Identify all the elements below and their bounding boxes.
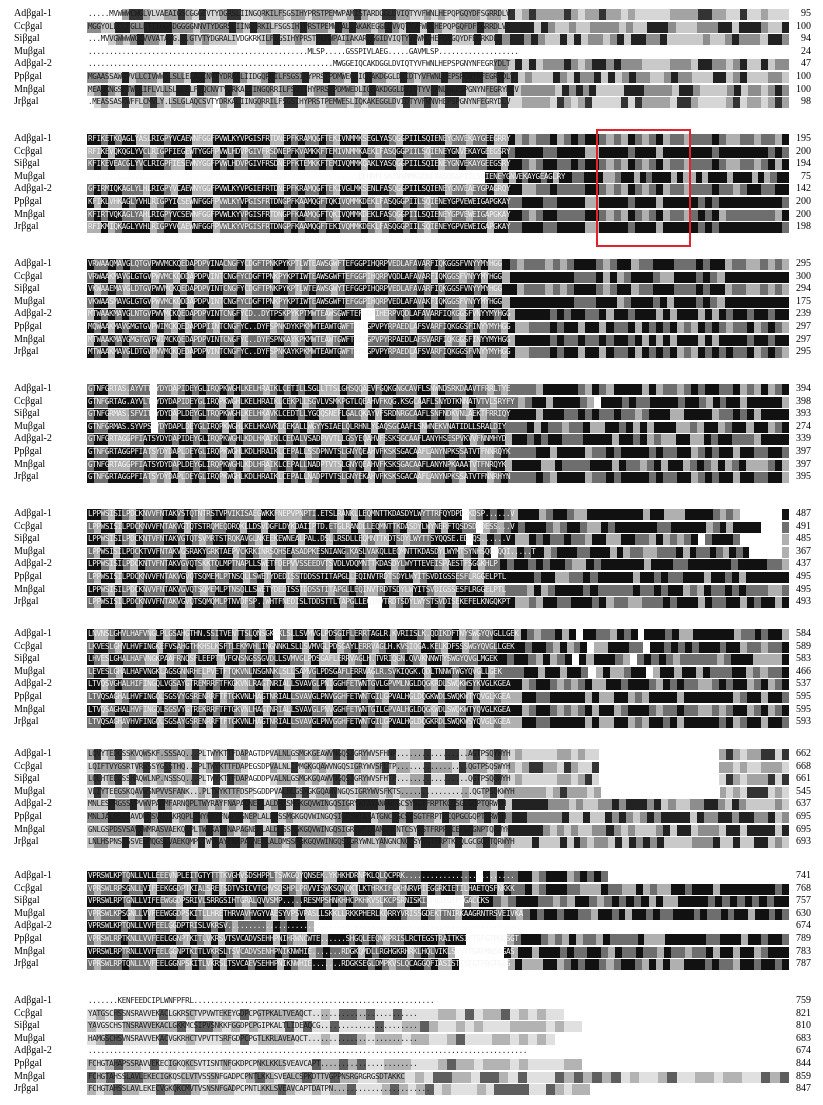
alignment-row	[0, 471, 823, 483]
sequence-residues: VKWAAEMAVGLDTGVPWVMCKQEDAPDPVINTCNGFYCDGFTPNKPYKPTLWTEAWSGWYTEFGGPIHQRPVEDLAFAVARFIQKGGSFVNYYMYHGG	[88, 284, 502, 294]
sequence-name: Mnβgal	[14, 945, 46, 957]
alignment-row	[0, 571, 823, 583]
sequence-name: Siβgal	[14, 158, 40, 170]
residue-count: 584	[796, 628, 811, 639]
residue-count: 395	[796, 471, 811, 483]
residue-count: 100	[796, 20, 811, 32]
alignment-row	[0, 158, 823, 170]
residue-count: 95	[801, 8, 811, 19]
sequence-residues: MNLJALHSISAVDWMSVNVAKRQPLTWYKAYFNAPAGNEPLALDMSSMGKGQVWINGQSIGRYWTAYATGNCNGCSYSGTFRPTKCQPGCGQPTQRWYH	[88, 812, 506, 821]
sequence-residues: .......KENFEEDCIPLWNFPFRL.........................................................	[88, 996, 435, 1005]
residue-count: 394	[796, 383, 811, 394]
residue-count: 195	[796, 133, 811, 144]
sequence-name: Ppβgal	[14, 933, 42, 944]
sequence-residues: LTVQSAGHALHVFINGQLSGSVYGTREKRRFTFTGKVNLHAGTNRIALLSVAVGLPNVGGHFETWNTGILGPVALHGLDQGKWDLSWQKWTYQVGLKGEA	[88, 704, 511, 714]
residue-count: 683	[796, 1032, 811, 1044]
residue-count: 844	[796, 1058, 811, 1069]
sequence-name: Ccβgal	[14, 640, 43, 652]
residue-count: 695	[796, 811, 811, 822]
residue-count: 297	[796, 321, 811, 332]
residue-count: 589	[796, 640, 811, 652]
alignment-row	[0, 716, 823, 728]
residue-count: 693	[796, 836, 811, 848]
residue-count: 487	[796, 508, 811, 519]
residue-count: 24	[801, 45, 811, 57]
residue-count: 100	[796, 71, 811, 82]
sequence-residues: VRWAAQMAVGLQTGVPWVMCKQEDAPDPVINACNGFYCDGFTPNKPYKPTLWTEAWSGWFTEFGGPIHQRPVEDLAFAVARFIQKGGSFVNYYMYHGG	[88, 259, 502, 268]
residue-count: 142	[796, 183, 811, 195]
alignment-row	[0, 133, 823, 145]
sequence-residues: LTVQSVGHALHIFINGQLVGSAYGTREMRRFTFKGKVNLRAGTNRIALLSVAVGLPNIGGHFETWNTGVLGPVMLNGLDQGKRDLSWQKWSYKVGLKGEA	[88, 679, 511, 689]
alignment-row	[0, 773, 823, 785]
sequence-name: Jrβgal	[14, 836, 39, 848]
sequence-name: Ppβgal	[14, 691, 42, 702]
residue-count: 485	[796, 533, 811, 545]
alignment-row	[0, 824, 823, 836]
alignment-row	[0, 84, 823, 96]
sequence-residues: KFIKEVEACGLYVCLRIGPFIESEWNYGGFPVWLHDVPGIVFRSDNEPFKTEMKKFTEMIVQMMKQAKLYASQGGPIILSQIENEYGNVEKAYGEEGSRY	[88, 159, 511, 169]
residue-count: 595	[796, 703, 811, 715]
alignment-row	[0, 271, 823, 283]
residue-count: 759	[796, 995, 811, 1006]
residue-count: 661	[796, 773, 811, 785]
residue-count: 194	[796, 158, 811, 170]
residue-count: 466	[796, 665, 811, 677]
alignment-row	[0, 421, 823, 433]
sequence-name: Jrβgal	[14, 471, 39, 483]
sequence-name: Mnβgal	[14, 208, 46, 220]
sequence-residues: KFIRTVQKAGLYAHLRIGPYVCSEWNFGGFPVWLKYVPGISFRTDNGPFKAAMQGFTQKIVQMMKDEKLFASQGGPIILSQIENEYGPVEWEIGAPGKAY	[88, 209, 511, 219]
alignment-row	[0, 346, 823, 358]
sequence-residues: LQLHTEEGSSHAQWLNP.NSSSQ...PLTWYKTTFDAPAGDDPVALNLGSMGKGQAWVNGQSIGRYWVSFHTP.................QGTPSQQWYH	[88, 774, 511, 784]
sequence-name: Ccβgal	[14, 20, 43, 32]
alignment-row	[0, 171, 823, 183]
sequence-name: Ppβgal	[14, 446, 42, 457]
sequence-residues: LPPWSISILPDCKNVVFNTAKVGVQTSQMEMLPTNSQLLSWETYDEDISSTDDSSTITAPGLLEQINVTRDTSDYLWYITSVDIGSSESFLRGGELPTL	[88, 572, 506, 581]
alignment-row	[0, 33, 823, 45]
alignment-row	[0, 920, 823, 932]
sequence-name: Adβgal-1	[14, 870, 52, 881]
sequence-name: Mnβgal	[14, 583, 46, 595]
alignment-block	[0, 508, 823, 613]
alignment-row	[0, 933, 823, 945]
sequence-name: Adβgal-1	[14, 383, 52, 394]
alignment-row	[0, 408, 823, 420]
residue-count: 595	[796, 691, 811, 702]
sequence-residues: ...MVVGWWWWGLVVVATAVG...GTVTYDGRALIVDGKRKILFSGSIHYPRSTPEMWPAIIAKAREGGIDVIQTYVFWNLHEPQEGQYDFEGRKDLV	[88, 34, 502, 44]
sequence-name: Ccβgal	[14, 270, 43, 282]
sequence-name: Siβgal	[14, 773, 40, 785]
alignment-row	[0, 21, 823, 33]
sequence-residues: MEANKNGSLTWFLIFLVLLSLSLELFTQCNVTYDRKALIINGQRRILFSGSIHYPRSTPDMWEDLIQKAKDGGLDVIQTYVFWNLHEPSPGNYNFEGRYDLV	[88, 84, 519, 94]
alignment-block	[0, 258, 823, 363]
residue-count: 295	[796, 258, 811, 269]
sequence-residues: ....................................................MLSP.....GSSPIVLAEG.....GAVMLSP...................	[88, 46, 519, 56]
sequence-name: Adβgal-2	[14, 308, 52, 320]
sequence-name: Mnβgal	[14, 333, 46, 345]
residue-count: 768	[796, 882, 811, 894]
residue-count: 495	[796, 571, 811, 582]
sequence-name: Mnβgal	[14, 1070, 46, 1082]
alignment-row	[0, 691, 823, 703]
sequence-residues: GTNFGRTAGGPFIATSYDYDAPLDEYGLIRQPKWGHLKDLHRAIKLCEPALLNADPTVTSLGNYQEAHVFKSKSGACAAFLANYNPKAAATVTFNRQYK	[88, 459, 506, 469]
residue-count: 200	[796, 196, 811, 207]
residue-count: 297	[796, 333, 811, 345]
sequence-residues: VPRSWLKPTQNLLVLLEEEVNPLEITGTYTTTKVGHVSDSHPPLTSWKGQYQNSEK.YKHKHDRNPKLQLQCPRK..........................	[88, 871, 515, 880]
sequence-name: Siβgal	[14, 895, 40, 907]
residue-count: 491	[796, 520, 811, 532]
alignment-row	[0, 958, 823, 970]
alignment-block	[0, 870, 823, 975]
residue-count: 198	[796, 221, 811, 233]
sequence-residues: RFIKMIQKAGLYVHLRIGPYVCAEWNFGGFPVWLKYVPGISFRTDNGPFKAAMQGFTEKIVQMMKDEKLFASQGGPIILSQIENEYGPVEWEIGAPGKAY	[88, 222, 511, 232]
alignment-block	[0, 628, 823, 733]
residue-count: 593	[796, 716, 811, 728]
sequence-residues: ................................................................QFHNFLSKIVNMMKGEKLYASQGGPIILSQIENEYGNVEKAYGEAGLRY	[88, 171, 566, 181]
residue-count: 339	[796, 433, 811, 445]
sequence-name: Jrβgal	[14, 346, 39, 358]
residue-count: 787	[796, 958, 811, 970]
alignment-row	[0, 508, 823, 520]
residue-count: 783	[796, 945, 811, 957]
sequence-name: Adβgal-2	[14, 433, 52, 445]
residue-count: 810	[796, 1020, 811, 1032]
alignment-row	[0, 71, 823, 83]
alignment-row	[0, 908, 823, 920]
sequence-residues: VRWAAKMAVGLGTGVPWVMCKQDDAPDPVINTCNGFYCDGFTPNKPYKPTIWTEAWSGWFTEFGGPIHQRPVQDLAFAVARFIQKGGSFVNYYMYHGG	[88, 271, 502, 281]
residue-count: 630	[796, 907, 811, 919]
sequence-residues: GNLGSPDSVSAVEWMRASVAEKQMPLTWYKAYFNAPAGNEPLALDMSSMGKGQVWINGQSIGRYWTIHANGNCNTCSYASTFRPPKCEFGCGNPTQRWYH	[88, 824, 511, 834]
sequence-residues: GFIRMIQKAGLYLHLRIGPYVCAEWNYGGFPVWLKYVPGIEFRTDNEPFKRAMQGFTEKIVGLMKSENLFASQGGPIILSQIENEYGNVEAEYGPAGRQY	[88, 184, 511, 194]
sequence-residues: VPRSWLRPSGNLLVIFEEKGGDPTKIALSRETSDTVSICVTGHVSDSHPLPRVVISWKSQNQKTLKTHRKIFGKHNRVPIEGGRKIETILHAETQSFNKKK	[88, 883, 515, 893]
residue-count: 859	[796, 1070, 811, 1082]
sequence-residues: LQIFTVYGSRTVRWSSYGSSTHQ...PLTWYKTTFDAPEGSDPVALNLIPMGKGQAWVNGQSIGRYWVSFLTP.................QGTPSQSWYH	[88, 761, 511, 771]
alignment-row	[0, 1083, 823, 1095]
residue-count: 239	[796, 308, 811, 320]
residue-count: 437	[796, 558, 811, 570]
alignment-row	[0, 704, 823, 716]
sequence-name: Ppβgal	[14, 1058, 42, 1069]
alignment-row	[0, 546, 823, 558]
alignment-row	[0, 459, 823, 471]
sequence-residues: MTWAAKMAVGMGTGVPWIMCKQEDAPDPVINTCNGFYC..DYFSPNKAYKPKMWTEAWTGWFTEFGGPVPYRPAEDLAFSVARFIQKGGSFINYYMYHGG	[88, 334, 511, 344]
sequence-name: Muβgal	[14, 420, 46, 432]
sequence-residues: MGGYOLLCLFGLLLTTIGGSDGGGGNNVTYDGRSLIINGHRKILFSGSIHYPRSTPEMWPALIAKAKEGGLDVVQTYVFWNLHEPQPGQFDFSGRRDLV	[88, 21, 506, 31]
sequence-residues: GTNFGRMAS.SYVPSSYDYDAPLDEYGLIRQPKWGHLKELHKAVKLCEKALLWGYYSIAELQLRHNLYGAQSGCAAFLSNWNEKVNATIDLLSRALDIY	[88, 421, 506, 431]
sequence-residues: VPRSWLRPTRNLLVVFEELGGNPTKITLVKRSLTSVCADVSENHPNIKNWHIE.......RDGKQMDLLRGHGKRHRKLHQLVIKLSNVYTGAFMNSAGAS	[88, 946, 515, 956]
alignment-row	[0, 58, 823, 70]
conserved-motif-highlight-box	[596, 129, 691, 247]
sequence-name: Muβgal	[14, 785, 46, 797]
sequence-residues: LPPWSISILPDCKNVVFNTAKVGTQTSTRQMEQDRQKLLDSVDGFLDYKDAIIPTD.ETGLRANDLLEQMNTTKDASDYLWYNERFTQSDSDGDESS...V	[88, 521, 515, 531]
sequence-name: Mnβgal	[14, 83, 46, 95]
sequence-residues: LKVESLGHVLHVFINGKEFVSAHGTHKHSLKSFTLEKMVHLINGNNKLSLLSVMVGLPDSGAYLERRVAGLH.KVSIQGA.KELKDFSSSWGYQVGLLGEK	[88, 641, 515, 651]
alignment-row	[0, 761, 823, 773]
sequence-name: Ccβgal	[14, 145, 43, 157]
residue-count: 821	[796, 1007, 811, 1019]
sequence-name: Muβgal	[14, 907, 46, 919]
sequence-name: Ppβgal	[14, 811, 42, 822]
sequence-residues: VPRSWLRPTGNLLVIFEEWGGDPSRIVLSRRGSIHTGRALQVVSMP.....RESMPSHNKHHCPKHKVSLKCPSRNISKIIFASYGTPSGACCKS	[88, 896, 490, 906]
alignment-row	[0, 870, 823, 882]
sequence-name: Ccβgal	[14, 395, 43, 407]
sequence-name: Jrβgal	[14, 1083, 39, 1095]
sequence-name: Adβgal-2	[14, 183, 52, 195]
residue-count: 637	[796, 798, 811, 810]
sequence-name: Adβgal-1	[14, 8, 52, 19]
alignment-row	[0, 1008, 823, 1020]
alignment-row	[0, 883, 823, 895]
sequence-name: Adβgal-1	[14, 258, 52, 269]
sequence-name: Ccβgal	[14, 520, 43, 532]
sequence-residues: HAMGSCHSVNSRAVVEKACVGKRHCTVPVTTSRFGDPCPGTLKRLAVEAQCT..........................	[88, 1033, 418, 1043]
sequence-residues: VKWAASMAVGLGTGVPWVMCKQDDAPDPVINTCNGFYCDGFTPNKPYKPTIWTEAWSGWFTEFGGPIHQRPVEDLAFAVAKFIQKGGSFVNYYMYHGG	[88, 296, 502, 306]
alignment-block	[0, 8, 823, 113]
sequence-residues: .MEASSASKWFFLCMVLY.LSLGLAQCSVTYDRKALIINGQRRILFSGSIHYPRSTPEMWESLIQKAKEGGLDVIDTYVFWNVHEPSPGNYNFEGRYDLV	[88, 97, 511, 107]
sequence-name: Jrβgal	[14, 958, 39, 970]
sequence-residues: RFIKEVQKQGLYVCLRIGPFIEGEWTYGGFPVWLHDVPGIVFRSDNEPFKVAMKKFTEMIVNMMKAEKLFASQGGPIILSQIENEYGNVEKAYGEEGSRY	[88, 146, 511, 156]
residue-count: 537	[796, 678, 811, 690]
alignment-row	[0, 183, 823, 195]
sequence-name: Muβgal	[14, 665, 46, 677]
sequence-name: Mnβgal	[14, 823, 46, 835]
residue-count: 583	[796, 653, 811, 665]
sequence-name: Jrβgal	[14, 96, 39, 108]
alignment-row	[0, 748, 823, 760]
sequence-name: Siβgal	[14, 1020, 40, 1032]
sequence-residues: MNLESPRGSSVPVWVPAGMFARNQPLTWYRAYFNAPAGNEPLALDMRSMGKGQVWINGQSIGRYWTAYANGNCGCSYSGTFRPTKCQSGCGQPTQRWYH	[88, 799, 506, 809]
sequence-name: Muβgal	[14, 545, 46, 557]
alignment-row	[0, 383, 823, 395]
sequence-name: Siβgal	[14, 33, 40, 45]
sequence-name: Muβgal	[14, 45, 46, 57]
alignment-row	[0, 678, 823, 690]
sequence-residues: YAVGSCHSTNSRAVVEKACLGKKMCSIPVSNKKFGGDPCPGIPKALTLIDEAQCG.......................	[88, 1021, 418, 1031]
sequence-residues: VPRSWLRPTKNLLVVFEELGGNPTKITLVKRSVTSVCADVSEHHPNIHRWNCWTE......SHGQLEEQNKPRISLRCTEGSTRAITKSIFTSFGTPQGSGT	[88, 934, 519, 943]
alignment-row	[0, 146, 823, 158]
sequence-residues: LNLHSPNSISSVEWMQGSLVAEKQMPLTWYKAYFNAPAGNEPLALDMSSMGKGQVWINGQSIGRYWNLYANGNCNGCSYSGTFRPTKCQLGCGQPTQRWYH	[88, 837, 515, 847]
sequence-residues: GTNFGRTAGGPFIATSYDYDAPLDEYGLIRQPKWGHLKDLHRAIKLCEPALLNADPTVTSLGNYEKAHVFKSKSGACAAFLANYNPKSSATVTFNNRHYN	[88, 472, 511, 482]
residue-count: 367	[796, 545, 811, 557]
residue-count: 493	[796, 596, 811, 608]
alignment-row	[0, 1045, 823, 1057]
residue-count: 545	[796, 785, 811, 797]
sequence-residues: RFIKETKQAGLYASLRIGPYVCAEWNFGGFPVWLKYVPGISFRTDNEPFKRAMQGFTEKIVNMMKSEGLYASQGGPIILSQIENEYGNVEKAYGEEGRRY	[88, 134, 511, 143]
sequence-name: Adβgal-2	[14, 58, 52, 70]
alignment-block	[0, 748, 823, 853]
alignment-block	[0, 383, 823, 488]
alignment-row	[0, 96, 823, 108]
alignment-row	[0, 641, 823, 653]
alignment-row	[0, 334, 823, 346]
residue-count: 75	[801, 170, 811, 182]
residue-count: 741	[796, 870, 811, 881]
sequence-name: Ccβgal	[14, 760, 43, 772]
sequence-residues: LEVESLGHALHAFVNGKLAGSGNNRHELPVETFTQKVNLNSGNNKLSLLSAMVGLPDSGAFLERRVAGLR.SVKIQGK.QDLTNNWTWGYQVGLLGEK	[88, 666, 502, 676]
sequence-residues: VPRSWLRPTQNLLVVFEELGGNPSKITLVKRSLTSVCAEVSEHHPNIKNWHIE.......RDGKSEGLDMPKVSLQCAGGQFIASISTTSFGTPQGTGGS	[88, 959, 511, 969]
residue-count: 662	[796, 748, 811, 759]
alignment-row	[0, 1020, 823, 1032]
sequence-residues: GTNFGRMAS.SFVITSYDYDAPLDEYGLTRQPKWGHLKELHKAVKLCEDTLLYGQQSNEFLGALQKAYVFSRDNRGCAAFLSNFNDKVNLAEKTFRRIQY	[88, 409, 511, 419]
sequence-residues: LQVYTEDGSSKVQWSKF.SSSAQ...PLTWYKTTFDAPAGTDPVALNLGSMGKGEAWVNGQSIGRYWVSFHNP.................AGTPSQYWYH	[88, 749, 511, 758]
sequence-name: Mnβgal	[14, 458, 46, 470]
residue-count: 397	[796, 446, 811, 457]
alignment-row	[0, 296, 823, 308]
alignment-row	[0, 321, 823, 333]
sequence-name: Jrβgal	[14, 716, 39, 728]
residue-count: 495	[796, 583, 811, 595]
residue-count: 294	[796, 283, 811, 295]
sequence-residues: VLIYTEEGSKQAVWSNPVVSFANK...PLTWYKTTFDSPSGDDPVALNLGSMGKGQAWVNGQSIGRYWVSFKTS.................QGTPSQKWYH	[88, 786, 515, 796]
alignment-block	[0, 133, 823, 238]
alignment-row	[0, 653, 823, 665]
sequence-name: Adβgal-2	[14, 1045, 52, 1057]
sequence-name: Muβgal	[14, 295, 46, 307]
sequence-name: Ccβgal	[14, 1007, 43, 1019]
residue-count: 295	[796, 346, 811, 358]
sequence-residues: MTWAAKMAVGLDTGVPWVMCKQEDAPDPVINTCNGFYC..DYFSPNKAYKPKMWTEAWTGWFTEFGGPVPYRPAEDLAFSVARFIQKGGSFVNYYMYHGG	[88, 347, 511, 357]
sequence-name: Mnβgal	[14, 703, 46, 715]
sequence-residues: VPRSWLKPSGNLLVVFEEWGGDPSKITLLHRETHRVAVHVGYVAESYVPSVPASLLSKKLLRKKPHERLKQRRYVRISSGDEKTTNIRKAAGRNTRSVEIVKA	[88, 908, 523, 918]
sequence-residues: MQWAAKMAVGMGTGVPWIMCKQEDAPDPIINTCNGFYC..DYFSPNKDYKPKMWTEAWTGWFTEFGGPVPYRPAEDLAFSVARFIQKGGSFINYYMYHGG	[88, 322, 511, 331]
sequence-name: Muβgal	[14, 1032, 46, 1044]
sequence-residues: GTNFGRTAS.AYVTTSYDYDAPIDEYGLIRQPKWGHLKELHRAIKLCETILLSGLLTTSLGHSQQAEVFGQKGNGCAVFLSNWNDSRKDAAVTFRRLTYE	[88, 384, 511, 393]
sequence-name: Adβgal-2	[14, 558, 52, 570]
alignment-row	[0, 628, 823, 640]
sequence-name: Adβgal-1	[14, 133, 52, 144]
sequence-residues: .....MVWWWCWGLVLVAEAIGSCGGGEVTYDGRSLIINGQRKILFSGSIHYPRSTPEMWPAMISTARDGGLDVIQTYVFWNLHEPQPGQYDFSGRRDLV	[88, 9, 511, 18]
sequence-residues: ........................................................................................................	[88, 1046, 528, 1056]
alignment-row	[0, 521, 823, 533]
residue-count: 94	[801, 33, 811, 45]
sequence-name: Adβgal-1	[14, 628, 52, 639]
sequence-residues: KFIKLVHKAGLYVHLRIGPYICSEWNFGGFPVWLKYVPGISFRTDNGPFKAAMQGFTQKIVQMMKDEKLFASQGGPIILSQIENEYGPVEWEIGAPGKAY	[88, 197, 511, 206]
residue-count: 100	[796, 83, 811, 95]
alignment-row	[0, 1058, 823, 1070]
sequence-name: Ccβgal	[14, 882, 43, 894]
sequence-name: Jrβgal	[14, 221, 39, 233]
alignment-row	[0, 221, 823, 233]
sequence-name: Adβgal-1	[14, 995, 52, 1006]
sequence-residues: ..........................................................MWGGEIQCAKDGGLDVIQTYVFWNLHEPSPGNYNFEGRYDLT	[88, 59, 511, 69]
residue-count: 668	[796, 760, 811, 772]
alignment-row	[0, 584, 823, 596]
sequence-name: Ppβgal	[14, 321, 42, 332]
residue-count: 847	[796, 1083, 811, 1095]
sequence-residues: GTNFGRTAGGPFIATSYDYDAPIDEYGLIRQPKWGHLKDLHKAIKLCEDALVSADPVVTLLGSYEQAHVFSSKSGCAAFLANYHSESPVKVVFNNMHYD	[88, 434, 506, 444]
sequence-name: Adβgal-2	[14, 798, 52, 810]
alignment-row	[0, 798, 823, 810]
alignment-row	[0, 46, 823, 58]
sequence-name: Adβgal-1	[14, 508, 52, 519]
sequence-residues: VPRSWLKPTQNLLVVFEELGGDPTRISLVKRSV.....................................................................	[88, 921, 519, 931]
sequence-name: Jrβgal	[14, 596, 39, 608]
alignment-row	[0, 946, 823, 958]
sequence-residues: LHVESLGHALHAFVNGKPAAFRNQSFLEEPTTVFGNSNGSSGVDLLSVMVGLPDSGAFLERRVAGLH.TVRIQGN.QVVKNNWTYSWGYQVGLMGEK	[88, 654, 498, 664]
sequence-residues: LPPWSISILPDCKNTVFNTAKVGTQTSVMRTSTRQKAVGLNKEEKEWNEALPAL.DSLLRSDLLEQMNTTKDTSDYLWYTTSYQQSE.EDSQS......V	[88, 534, 511, 544]
sequence-name: Ppβgal	[14, 571, 42, 582]
residue-count: 200	[796, 208, 811, 220]
sequence-name: Ppβgal	[14, 71, 42, 82]
sequence-residues: YATGSCHSSNSRAVVEKACLGKRSCTVPVWTEKEYGDPCPGTPKALTVEAQCT.........................	[88, 1008, 418, 1018]
alignment-block	[0, 995, 823, 1100]
sequence-residues: LPPWSISILPDCKNVVFNTAKVGVQTSQMEMLPTNSQLLSWETYDEDISSTDDSSTITAPGLLEQINVTRDTSDYLWYITSVDIGSSESFLRGGELPTL	[88, 584, 506, 594]
sequence-residues: LPPWSISILPDCKNVVFNTAKVSTQTNTRSTVPVIKISAEGWKKFNEPVPNPTI.ETSLRANKLLEQMNTTKDASDYLWYTTRFQYDPDDKDSP......V	[88, 509, 515, 518]
sequence-residues: LNVNSLGHVLHAFVNGLPLGSAHGTHN.SSITVENTTSLQNSGKNKLSLLSVMVGLPDSGIFLERRTAGLR.KVRIISLK.QDIKDFTNYSWGYQVGLLGEK	[88, 629, 519, 638]
alignment-row	[0, 1033, 823, 1045]
sequence-residues: GTNFGRTAGGPFIATSYDYDAPLDEYGLIRQPKWGHLKDLHRAIKLCEPALLSSDPNVTSLGNYQEAHVFKSKSGACAAFLANYNPKSSATVTFNNRQYK	[88, 447, 511, 456]
residue-count: 674	[796, 1045, 811, 1057]
sequence-name: Siβgal	[14, 533, 40, 545]
residue-count: 47	[801, 58, 811, 70]
sequence-residues: FCHGTAHSSLAVLEKECIGKQSCLVTVSSSNFGADPCPNTLKKLSVEALCSPKDTTVGPPNSRGRGRGSDTAKKC	[88, 1071, 405, 1081]
alignment-row	[0, 811, 823, 823]
residue-count: 398	[796, 395, 811, 407]
sequence-name: Adβgal-2	[14, 920, 52, 932]
sequence-residues: FCHGTAHAPSSRAVVEKECIGKQKCSVTISNTNFGKDPCPNKLKKLSVEAVCAPT.......................	[88, 1059, 418, 1068]
sequence-name: Ppβgal	[14, 196, 42, 207]
sequence-name: Adβgal-1	[14, 748, 52, 759]
sequence-residues: MTWAAKMAVGLNTGVPWVMCKQEDAPDPVINTCNGFYCD..DYTPSKPYKPTMWTEAWSGWFTEFGGPIHERPVQDLAFAVARFIQKGGSFVNYYMYHGG	[88, 309, 511, 319]
alignment-row	[0, 533, 823, 545]
sequence-name: Muβgal	[14, 170, 46, 182]
residue-count: 98	[801, 96, 811, 108]
sequence-residues: LPPWSISILPDCKTVVFNTAKVGSRAKYGRKTAEPVCKRKINRSQHSEASADPKESNIANG.KASLVAKQLLEQMNTTKDASDYLWYMTSYNHSQQDQQI.....T	[88, 546, 536, 556]
alignment-row	[0, 446, 823, 458]
sequence-name: Siβgal	[14, 408, 40, 420]
residue-count: 200	[796, 145, 811, 157]
alignment-row	[0, 258, 823, 270]
alignment-row	[0, 308, 823, 320]
alignment-row	[0, 786, 823, 798]
sequence-name: Siβgal	[14, 653, 40, 665]
sequence-name: Adβgal-2	[14, 678, 52, 690]
alignment-row	[0, 558, 823, 570]
sequence-residues: GTNFGRTAG.AYVLTSYDYDAPIDEYGLIRQPKWGHLKELHRAIKLCEKPLLSGVLVSMKPGTLQEAHVFKQG.KSGCAAFLSNYDTKNNATVTVLSRYFY	[88, 396, 515, 406]
sequence-residues: MGAASSAWGVVLLCIVWWSLSLLELAQCNVTYDRKALIIDGQRRILFSGSIHYPRSTPDMWEGLIQKAKDGGLDVIDTYVFWNLHEPSPGNYNFEGRYDLV	[88, 72, 515, 81]
sequence-residues: LTVQSAGHAVHVFINGQLSGSAYGSRENRRFTFTGKVNLHAGTNRIALLSVAVGLPNVGGHFETWNTGILGPVALHGLDQGKRDLSWQKWSYQVGLKGEA	[88, 717, 511, 727]
residue-count: 789	[796, 933, 811, 944]
sequence-residues: LPPWSISILPDCKNVVFNTAKVGVQTSQMQMLPTNVDFSP..WHTFNEDISLTDDSTTLTAPGLLEQINVTRDTSDYLWYSTSVDISEKEFELKNGQKPT	[88, 597, 511, 607]
residue-count: 175	[796, 295, 811, 307]
residue-count: 300	[796, 270, 811, 282]
alignment-row	[0, 433, 823, 445]
sequence-name: Siβgal	[14, 283, 40, 295]
alignment-row	[0, 596, 823, 608]
residue-count: 274	[796, 420, 811, 432]
sequence-residues: LPPWSISILPDCKNTVFNTAKVGVQTSKKTQLMPTNAPLLSWETFDEPVVSSEEDVTSVDLVDQMNTTKDASDYLWYTTEVEISPAESTFSGGKHLP	[88, 559, 498, 569]
alignment-row	[0, 895, 823, 907]
alignment-row	[0, 283, 823, 295]
alignment-row	[0, 209, 823, 221]
alignment-row	[0, 1071, 823, 1083]
alignment-row	[0, 8, 823, 20]
alignment-row	[0, 995, 823, 1007]
alignment-row	[0, 836, 823, 848]
alignment-row	[0, 666, 823, 678]
residue-count: 674	[796, 920, 811, 932]
residue-count: 695	[796, 823, 811, 835]
sequence-residues: LTVQSAGHALHVFINGQLSGSVYGSRENRRFTFTGKVNLHAGTNRIALLSVAVGLPNVGGHFETWNTGILGPVALHGLDQGKWDLSWQKWTYQVGLKGEA	[88, 692, 511, 701]
alignment-row	[0, 396, 823, 408]
residue-count: 757	[796, 895, 811, 907]
sequence-residues: FCHGTAHSSLAVLEKECVGKQKCMVTVSNSNFGADPCPNTLKKLSVEAVCAPTDATPN.......................	[88, 1084, 430, 1094]
residue-count: 393	[796, 408, 811, 420]
alignment-row	[0, 196, 823, 208]
residue-count: 397	[796, 458, 811, 470]
